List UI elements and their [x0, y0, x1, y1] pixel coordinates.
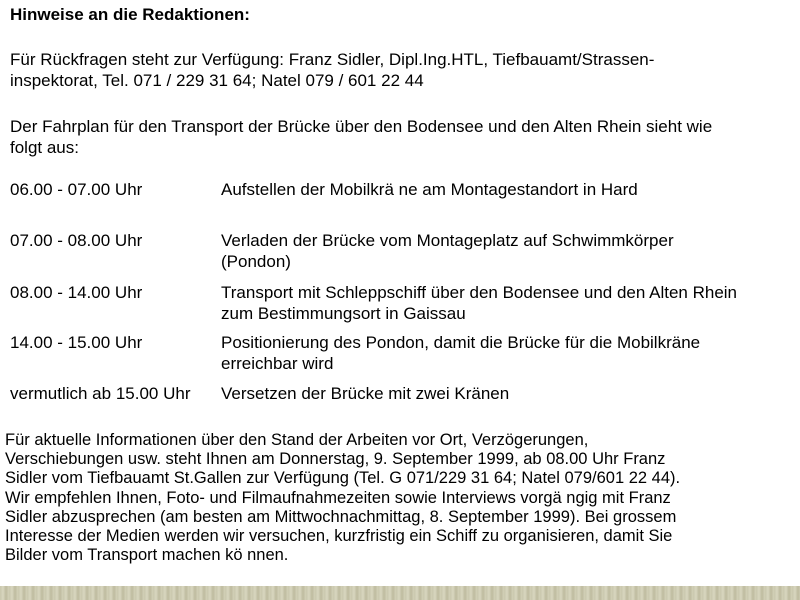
schedule-description-line: zum Bestimmungsort in Gaissau: [221, 304, 466, 323]
contact-line: inspektorat, Tel. 071 / 229 31 64; Natel 079 / 601 22 44: [10, 71, 424, 90]
info-line: Für aktuelle Informationen über den Stand der Arbeiten vor Ort, Verzögerungen,: [5, 431, 589, 449]
info-line: Sidler vom Tiefbauamt St.Gallen zur Verfügung (Tel. G 071/229 31 64; Natel 079/601 22 44).: [5, 469, 681, 488]
footer-texture-band: [0, 586, 800, 600]
info-line: Verschiebungen usw. steht Ihnen am Donnerstag, 9. September 1999, ab 08.00 Uhr Franz: [5, 450, 666, 469]
info-paragraph: [5, 431, 795, 565]
info-line: Wir empfehlen Ihnen, Foto- und Filmaufnahmezeiten sowie Interviews vorgä ngig mit Franz: [5, 488, 671, 507]
schedule-description: [221, 383, 786, 404]
page-heading: Hinweise an die Redaktionen:: [10, 5, 250, 24]
info-line: Interesse der Medien werden wir versuchen, kurzfristig ein Schiff zu organisieren, damit Sie: [5, 527, 673, 546]
info-line: Bilder vom Transport machen kö nnen.: [5, 546, 289, 565]
intro-line: folgt aus:: [10, 138, 79, 157]
schedule-description: [221, 282, 786, 324]
schedule-description-line: Transport mit Schleppschiff über den Bodensee und den Alten Rhein: [221, 283, 738, 302]
schedule-time: 06.00 - 07.00 Uhr: [10, 180, 143, 199]
schedule-time: 08.00 - 14.00 Uhr: [10, 283, 143, 302]
contact-line: Für Rückfragen steht zur Verfügung: Franz Sidler, Dipl.Ing.HTL, Tiefbauamt/Strassen-: [10, 50, 655, 69]
schedule-description-line: (Pondon): [221, 252, 291, 271]
intro-line: Der Fahrplan für den Transport der Brücke über den Bodensee und den Alten Rhein sieht wie: [10, 117, 713, 136]
schedule-description-line: Verladen der Brücke vom Montageplatz auf Schwimmkörper: [221, 231, 674, 250]
intro-paragraph: [10, 116, 790, 158]
schedule-description-line: Versetzen der Brücke mit zwei Kränen: [221, 384, 510, 403]
schedule-description: [221, 179, 786, 200]
info-line: Sidler abzusprechen (am besten am Mittwochnachmittag, 8. September 1999). Bei grossem: [5, 507, 677, 526]
schedule-time: 07.00 - 08.00 Uhr: [10, 231, 143, 250]
contact-paragraph: [10, 49, 790, 91]
schedule-description: [221, 230, 786, 272]
schedule-time: 14.00 - 15.00 Uhr: [10, 333, 143, 352]
schedule-time: vermutlich ab 15.00 Uhr: [10, 384, 191, 403]
schedule-description-line: erreichbar wird: [221, 354, 334, 373]
schedule-description-line: Aufstellen der Mobilkrä ne am Montagestandort in Hard: [221, 180, 638, 199]
schedule-description: [221, 332, 786, 374]
schedule-description-line: Positionierung des Pondon, damit die Brücke für die Mobilkräne: [221, 333, 701, 352]
